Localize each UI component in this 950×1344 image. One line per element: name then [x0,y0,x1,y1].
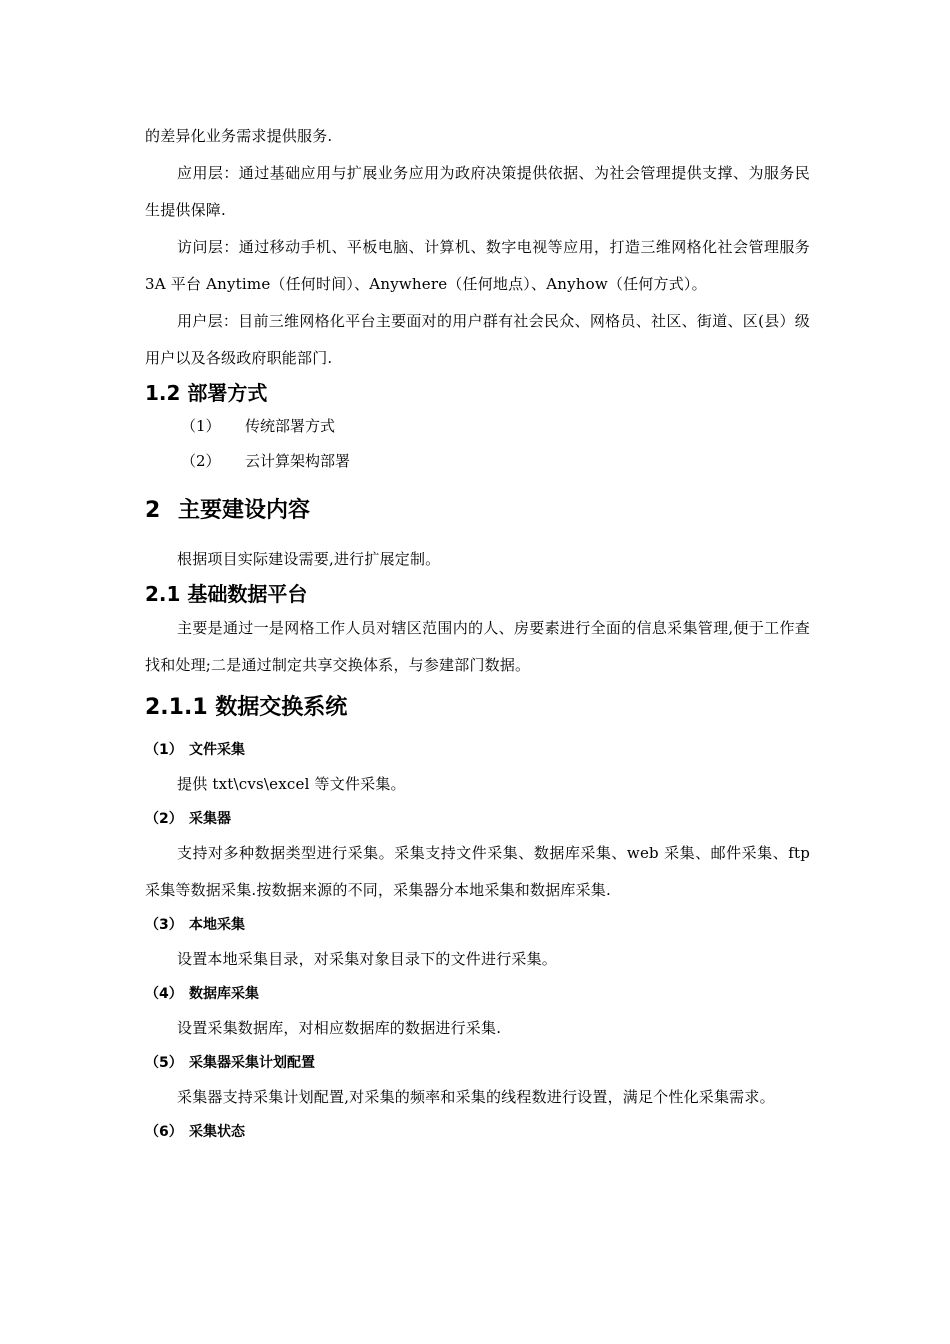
subheading-title: 文件采集 [189,742,245,758]
subheading-file-collection [145,734,810,766]
heading-2-1: 2.1 基础数据平台 [145,582,308,606]
subheading-collector [145,803,810,835]
subheading-database-collection [145,978,810,1010]
subheading-title: 采集状态 [189,1124,245,1140]
paragraph-local-collection: 设置本地采集目录，对采集对象目录下的文件进行采集。 [177,950,558,968]
list-item [145,444,810,479]
subheading-collection-plan [145,1047,810,1079]
list-marker: （1） [181,417,221,435]
subheading-marker: （6） [145,1124,183,1140]
subheading-title: 本地采集 [189,917,245,933]
paragraph-user-layer: 用户层：目前三维网格化平台主要面对的用户群有社会民众、网格员、社区、街道、区(县）级用户以及各级政府职能部门. [145,312,810,367]
subheading-title: 采集器采集计划配置 [189,1055,315,1071]
heading-1-2: 1.2 部署方式 [145,381,268,405]
subheading-local-collection [145,909,810,941]
document-body [145,118,810,1148]
heading-2-1-1: 2.1.1 数据交换系统 [145,695,348,720]
subheading-marker: （1） [145,742,183,758]
paragraph-file-collection: 提供 txt\cvs\excel 等文件采集。 [177,775,406,793]
paragraph-2-1: 主要是通过一是网格工作人员对辖区范围内的人、房要素进行全面的信息采集管理,便于工作查找和处理;二是通过制定共享交换体系，与参建部门数据。 [145,619,810,674]
heading-2-text: 主要建设内容 [178,498,311,523]
paragraph-2: 根据项目实际建设需要,进行扩展定制。 [177,550,441,568]
list-marker: （2） [181,452,221,470]
list-item [145,409,810,444]
subheading-marker: （2） [145,811,183,827]
paragraph-database-collection: 设置采集数据库，对相应数据库的数据进行采集. [177,1019,502,1037]
subheading-collection-status [145,1116,810,1148]
list-text: 云计算架构部署 [245,452,351,470]
subheading-title: 采集器 [189,811,231,827]
subheading-marker: （5） [145,1055,183,1071]
paragraph-access-layer: 访问层：通过移动手机、平板电脑、计算机、数字电视等应用，打造三维网格化社会管理服务 3A 平台 Anytime（任何时间）、Anywhere（任何地点）、Anyhow（任何方式）。 [145,238,810,293]
subheading-title: 数据库采集 [189,986,259,1002]
subheading-marker: （3） [145,917,183,933]
paragraph-collection-plan: 采集器支持采集计划配置,对采集的频率和采集的线程数进行设置，满足个性化采集需求。 [177,1088,775,1106]
list-text: 传统部署方式 [245,417,336,435]
paragraph-application-layer: 应用层：通过基础应用与扩展业务应用为政府决策提供依据、为社会管理提供支撑、为服务民生提供保障. [145,164,810,219]
heading-2 [145,493,810,529]
paragraph-collector: 支持对多种数据类型进行采集。采集支持文件采集、数据库采集、web 采集、邮件采集、ftp 采集等数据采集.按数据来源的不同，采集器分本地采集和数据库采集. [145,844,810,899]
heading-2-number: 2 [145,498,161,523]
paragraph-intro-end: 的差异化业务需求提供服务. [145,127,333,145]
subheading-marker: （4） [145,986,183,1002]
